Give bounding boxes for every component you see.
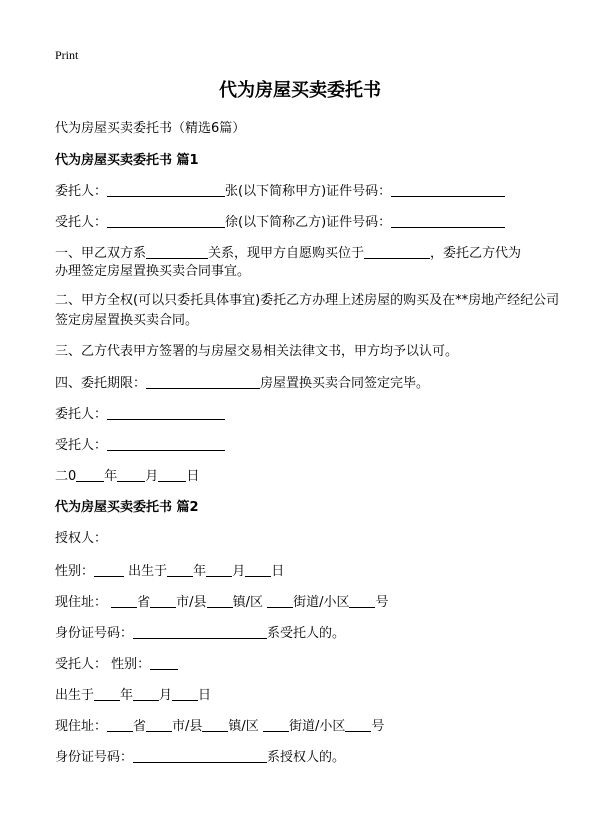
grantor-id-line — [55, 623, 560, 645]
day-label: 日 — [186, 469, 200, 484]
agent-gender-line — [55, 654, 560, 676]
agent-line — [55, 212, 560, 234]
agent2-street-label: 街道/小区 — [288, 719, 346, 734]
agent-suffix: 徐(以下简称乙方)证件号码： — [225, 215, 392, 230]
number-label: 号 — [375, 595, 389, 610]
agent2-id-suffix: 系授权人的。 — [267, 750, 346, 765]
agent-birth-line — [55, 685, 560, 707]
agent2-year-label: 年 — [120, 688, 134, 703]
agent-label: 受托人： — [55, 215, 108, 230]
agent2-city-blank — [146, 717, 172, 732]
section1-heading: 代为房屋买卖委托书 篇1 — [55, 153, 199, 168]
agent2-id-label: 身份证号码： — [55, 750, 134, 765]
item4-text-b: 房屋置换买卖合同签定完毕。 — [260, 376, 430, 391]
street-label: 街道/小区 — [293, 595, 350, 610]
sign-agent-blank — [107, 436, 225, 451]
agent2-city-label: 市/县 — [172, 719, 203, 734]
agent2-gender-blank — [150, 655, 178, 670]
agent2-street-blank — [263, 717, 289, 732]
section2-heading: 代为房屋买卖委托书 篇2 — [55, 500, 199, 515]
street-blank — [267, 593, 293, 608]
agent2-id-blank — [133, 748, 267, 763]
item4-text-a: 四、委托期限： — [55, 376, 147, 391]
address-label: 现住址： — [55, 595, 108, 610]
agent2-born-label: 出生于 — [55, 688, 95, 703]
year-blank — [76, 467, 104, 482]
city-blank — [150, 593, 176, 608]
agent-id-blank — [391, 213, 505, 228]
id-label: 身份证号码： — [55, 626, 134, 641]
item1-line2: 办理签定房屋置换买卖合同事宜。 — [55, 264, 251, 279]
agent2-year-blank — [94, 686, 120, 701]
agent-id-line — [55, 747, 560, 769]
birth-month-blank — [206, 562, 232, 577]
agent2-number-label: 号 — [371, 719, 385, 734]
agent2-province-blank — [107, 717, 133, 732]
item1-text-c: ，委托乙方代为 — [430, 246, 522, 261]
province-blank — [111, 593, 137, 608]
item4 — [55, 373, 560, 395]
gender-label: 性别： — [55, 564, 95, 579]
month-blank — [117, 467, 145, 482]
birth-day-label: 日 — [271, 564, 285, 579]
grantor-address-line — [55, 592, 560, 614]
agent2-province-label: 省 — [133, 719, 147, 734]
town-blank — [207, 593, 233, 608]
agent2-town-label: 镇/区 — [228, 719, 259, 734]
date-prefix: 二0 — [55, 469, 77, 484]
agent2-label: 受托人： — [55, 657, 108, 672]
agent2-day-label: 日 — [198, 688, 212, 703]
agent2-month-blank — [133, 686, 159, 701]
principal-label: 委托人： — [55, 184, 108, 199]
gender-blank — [94, 562, 124, 577]
number-blank — [349, 593, 375, 608]
sign-principal-line — [55, 404, 560, 426]
sign-principal-label: 委托人： — [55, 407, 108, 422]
principal-id-blank — [391, 182, 505, 197]
relation-blank — [146, 244, 208, 259]
sign-agent-label: 受托人： — [55, 438, 108, 453]
agent2-month-label: 月 — [159, 688, 173, 703]
item2: 二、甲方全权(可以只委托具体事宜)委托乙方办理上述房屋的购买及在**房地产经纪公司签定房屋置换买卖合同。 — [55, 293, 560, 328]
term-blank — [146, 374, 260, 389]
agent-address-line — [55, 716, 560, 738]
birth-year-label: 年 — [193, 564, 207, 579]
agent2-town-blank — [202, 717, 228, 732]
id-blank — [133, 624, 267, 639]
grantor-line: 授权人： — [55, 531, 108, 546]
sign-agent-line — [55, 435, 560, 457]
id-suffix: 系受托人的。 — [267, 626, 346, 641]
birth-year-blank — [167, 562, 193, 577]
agent2-day-blank — [172, 686, 198, 701]
city-label: 市/县 — [176, 595, 207, 610]
agent-blank — [107, 213, 225, 228]
birth-day-blank — [245, 562, 271, 577]
month-label: 月 — [145, 469, 159, 484]
item1-text-a: 一、甲乙双方系 — [55, 246, 147, 261]
page-title: 代为房屋买卖委托书 — [219, 80, 381, 101]
birth-month-label: 月 — [232, 564, 246, 579]
agent2-number-blank — [345, 717, 371, 732]
province-label: 省 — [137, 595, 151, 610]
item1-text-b: 关系，现甲方自愿购买位于 — [208, 246, 365, 261]
day-blank — [158, 467, 186, 482]
agent2-address-label: 现住址： — [55, 719, 108, 734]
gender-birth-line — [55, 561, 560, 583]
agent2-gender-label: 性别： — [111, 657, 151, 672]
date-line — [55, 466, 560, 488]
subtitle: 代为房屋买卖委托书（精选6篇） — [55, 121, 246, 136]
principal-line — [55, 181, 560, 203]
location-blank — [364, 244, 430, 259]
born-label: 出生于 — [128, 564, 168, 579]
principal-suffix: 张(以下简称甲方)证件号码： — [225, 184, 392, 199]
town-label: 镇/区 — [232, 595, 263, 610]
print-link[interactable]: Print — [55, 48, 79, 62]
principal-blank — [107, 182, 225, 197]
item3: 三、乙方代表甲方签署的与房屋交易相关法律文书，甲方均予以认可。 — [55, 344, 459, 359]
sign-principal-blank — [107, 405, 225, 420]
year-label: 年 — [104, 469, 118, 484]
